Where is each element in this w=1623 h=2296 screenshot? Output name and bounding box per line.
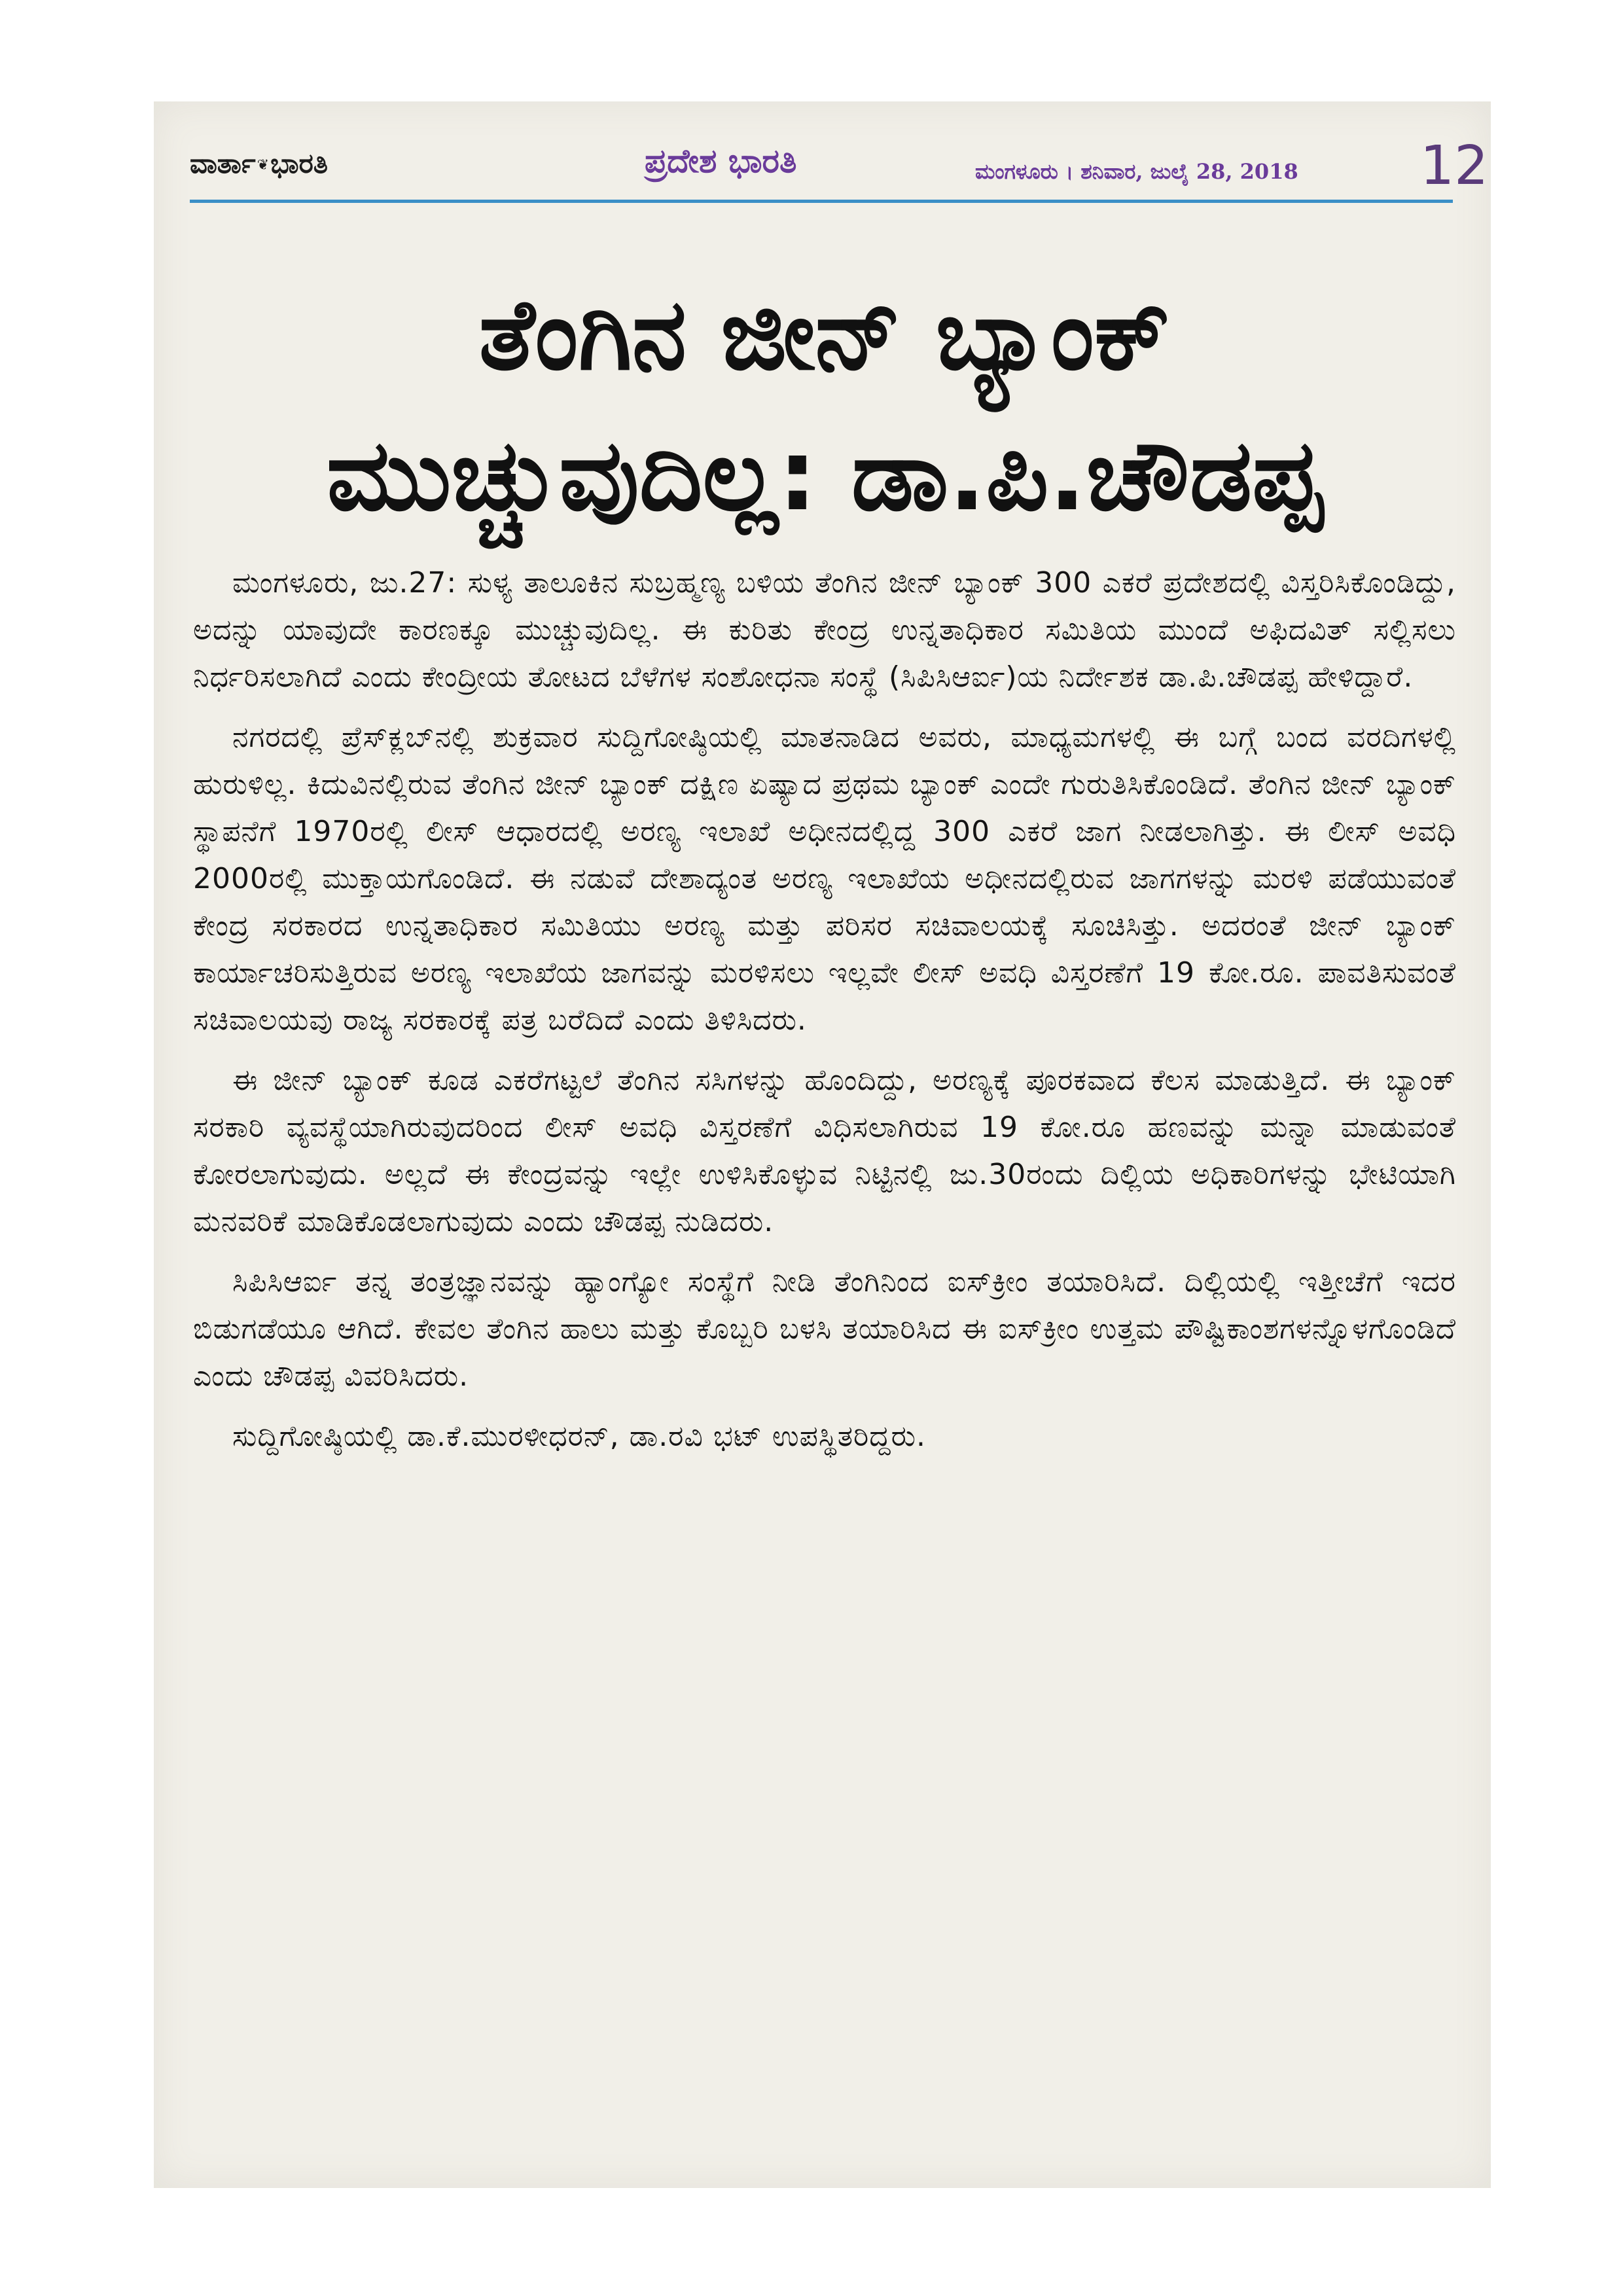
article-paragraph-3: ಈ ಜೀನ್ ಬ್ಯಾಂಕ್ ಕೂಡ ಎಕರೆಗಟ್ಟಲೆ ತೆಂಗಿನ ಸಸಿಗಳನ್ನು ಹೊಂದಿದ್ದು, ಅರಣ್ಯಕ್ಕೆ ಪೂರಕವಾದ ಕೆಲಸ ಮಾಡುತ್ತಿದೆ. ಈ ಬ್ಯಾಂಕ್ ಸರಕಾರಿ ವ್ಯವಸ್ಥೆಯಾಗಿರುವುದರಿಂದ ಲೀಸ್ ಅವಧಿ ವಿಸ್ತರಣೆಗೆ ವಿಧಿಸಲಾಗಿರುವ 19 ಕೋ.ರೂ ಹಣವನ್ನು ಮನ್ನಾ ಮಾಡುವಂತೆ ಕೋರಲಾಗುವುದು. ಅಲ್ಲದೆ ಈ ಕೇಂದ್ರವನ್ನು ಇಲ್ಲೇ ಉಳಿಸಿಕೊಳ್ಳುವ ನಿಟ್ಟಿನಲ್ಲಿ ಜು.30ರಂದು ದಿಲ್ಲಿಯ ಅಧಿಕಾರಿಗಳನ್ನು ಭೇಟಿಯಾಗಿ ಮನವರಿಕೆ ಮಾಡಿಕೊಡಲಾಗುವುದು ಎಂದು ಚೌಡಪ್ಪ ನುಡಿದರು. [193, 1064, 1456, 1238]
section-title: ಪ್ರದೇಶ ಭಾರತಿ [645, 142, 797, 180]
article-paragraph-4: ಸಿಪಿಸಿಆರ್ಐ ತನ್ನ ತಂತ್ರಜ್ಞಾನವನ್ನು ಹ್ಯಾಂಗ್ಯೋ ಸಂಸ್ಥೆಗೆ ನೀಡಿ ತೆಂಗಿನಿಂದ ಐಸ್‌ಕ್ರೀಂ ತಯಾರಿಸಿದೆ. ದಿಲ್ಲಿಯಲ್ಲಿ ಇತ್ತೀಚೆಗೆ ಇದರ ಬಿಡುಗಡೆಯೂ ಆಗಿದೆ. ಕೇವಲ ತೆಂಗಿನ ಹಾಲು ಮತ್ತು ಕೊಬ್ಬರಿ ಬಳಸಿ ತಯಾರಿಸಿದ ಈ ಐಸ್‌ಕ್ರೀಂ ಉತ್ತಮ ಪೌಷ್ಟಿಕಾಂಶಗಳನ್ನೊಳಗೊಂಡಿದೆ ಎಂದು ಚೌಡಪ್ಪ ವಿವರಿಸಿದರು. [193, 1265, 1456, 1393]
masthead-rule [190, 200, 1453, 203]
article-paragraph-5: ಸುದ್ದಿಗೋಷ್ಠಿಯಲ್ಲಿ ಡಾ.ಕೆ.ಮುರಳೀಧರನ್, ಡಾ.ರವಿ ಭಟ್ ಉಪಸ್ಥಿತರಿದ್ದರು. [232, 1420, 926, 1453]
headline-line-2: ಮುಚ್ಚುವುದಿಲ್ಲ: ಡಾ.ಪಿ.ಚೌಡಪ್ಪ [327, 419, 1323, 533]
article-paragraph-2: ನಗರದಲ್ಲಿ ಪ್ರೆಸ್‌ಕ್ಲಬ್‌ನಲ್ಲಿ ಶುಕ್ರವಾರ ಸುದ್ದಿಗೋಷ್ಠಿಯಲ್ಲಿ ಮಾತನಾಡಿದ ಅವರು, ಮಾಧ್ಯಮಗಳಲ್ಲಿ ಈ ಬಗ್ಗೆ ಬಂದ ವರದಿಗಳಲ್ಲಿ ಹುರುಳಿಲ್ಲ. ಕಿದುವಿನಲ್ಲಿರುವ ತೆಂಗಿನ ಜೀನ್ ಬ್ಯಾಂಕ್ ದಕ್ಷಿಣ ಏಷ್ಯಾದ ಪ್ರಥಮ ಬ್ಯಾಂಕ್ ಎಂದೇ ಗುರುತಿಸಿಕೊಂಡಿದೆ. ತೆಂಗಿನ ಜೀನ್ ಬ್ಯಾಂಕ್ ಸ್ಥಾಪನೆಗೆ 1970ರಲ್ಲಿ ಲೀಸ್ ಆಧಾರದಲ್ಲಿ ಅರಣ್ಯ ಇಲಾಖೆ ಅಧೀನದಲ್ಲಿದ್ದ 300 ಎಕರೆ ಜಾಗ ನೀಡಲಾಗಿತ್ತು. ಈ ಲೀಸ್ ಅವಧಿ 2000ರಲ್ಲಿ ಮುಕ್ತಾಯಗೊಂಡಿದೆ. ಈ ನಡುವೆ ದೇಶಾದ್ಯಂತ ಅರಣ್ಯ ಇಲಾಖೆಯ ಅಧೀನದಲ್ಲಿರುವ ಜಾಗಗಳನ್ನು ಮರಳಿ ಪಡೆಯುವಂತೆ ಕೇಂದ್ರ ಸರಕಾರದ ಉನ್ನತಾಧಿಕಾರ ಸಮಿತಿಯು ಅರಣ್ಯ ಮತ್ತು ಪರಿಸರ ಸಚಿವಾಲಯಕ್ಕೆ ಸೂಚಿಸಿತ್ತು. ಅದರಂತೆ ಜೀನ್ ಬ್ಯಾಂಕ್ ಕಾರ್ಯಾಚರಿಸುತ್ತಿರುವ ಅರಣ್ಯ ಇಲಾಖೆಯ ಜಾಗವನ್ನು ಮರಳಿಸಲು ಇಲ್ಲವೇ ಲೀಸ್ ಅವಧಿ ವಿಸ್ತರಣೆಗೆ 19 ಕೋ.ರೂ. ಪಾವತಿಸುವಂತೆ ಸಚಿವಾಲಯವು ರಾಜ್ಯ ಸರಕಾರಕ್ಕೆ ಪತ್ರ ಬರೆದಿದೆ ಎಂದು ತಿಳಿಸಿದರು. [193, 721, 1456, 1037]
logo-right-text: ಭಾರತಿ [270, 147, 329, 179]
headline [180, 265, 1469, 547]
dateline: ಮಂಗಳೂರು । ಶನಿವಾರ, ಜುಲೈ 28, 2018 [975, 159, 1298, 184]
article-body [193, 560, 1456, 1473]
logo-left-text: ವಾರ್ತಾ [190, 147, 256, 179]
page-number: 12 [1420, 135, 1489, 197]
article-paragraph-1: ಮಂಗಳೂರು, ಜು.27: ಸುಳ್ಯ ತಾಲೂಕಿನ ಸುಬ್ರಹ್ಮಣ್ಯ ಬಳಿಯ ತೆಂಗಿನ ಜೀನ್ ಬ್ಯಾಂಕ್ 300 ಎಕರೆ ಪ್ರದೇಶದಲ್ಲಿ ವಿಸ್ತರಿಸಿಕೊಂಡಿದ್ದು, ಅದನ್ನು ಯಾವುದೇ ಕಾರಣಕ್ಕೂ ಮುಚ್ಚುವುದಿಲ್ಲ. ಈ ಕುರಿತು ಕೇಂದ್ರ ಉನ್ನತಾಧಿಕಾರ ಸಮಿತಿಯ ಮುಂದೆ ಅಫಿದವಿತ್ ಸಲ್ಲಿಸಲು ನಿರ್ಧರಿಸಲಾಗಿದೆ ಎಂದು ಕೇಂದ್ರೀಯ ತೋಟದ ಬೆಳೆಗಳ ಸಂಶೋಧನಾ ಸಂಸ್ಥೆ (ಸಿಪಿಸಿಆರ್ಐ)ಯ ನಿರ್ದೇಶಕ ಡಾ.ಪಿ.ಚೌಡಪ್ಪ ಹೇಳಿದ್ದಾರೆ. [193, 566, 1456, 694]
headline-line-1: ತೆಂಗಿನ ಜೀನ್ ಬ್ಯಾಂಕ್ [478, 278, 1171, 392]
newspaper-logo [190, 147, 328, 180]
logo-ornament-icon: ❦ [257, 157, 270, 173]
newspaper-clipping [154, 101, 1491, 2188]
masthead [154, 101, 1491, 219]
